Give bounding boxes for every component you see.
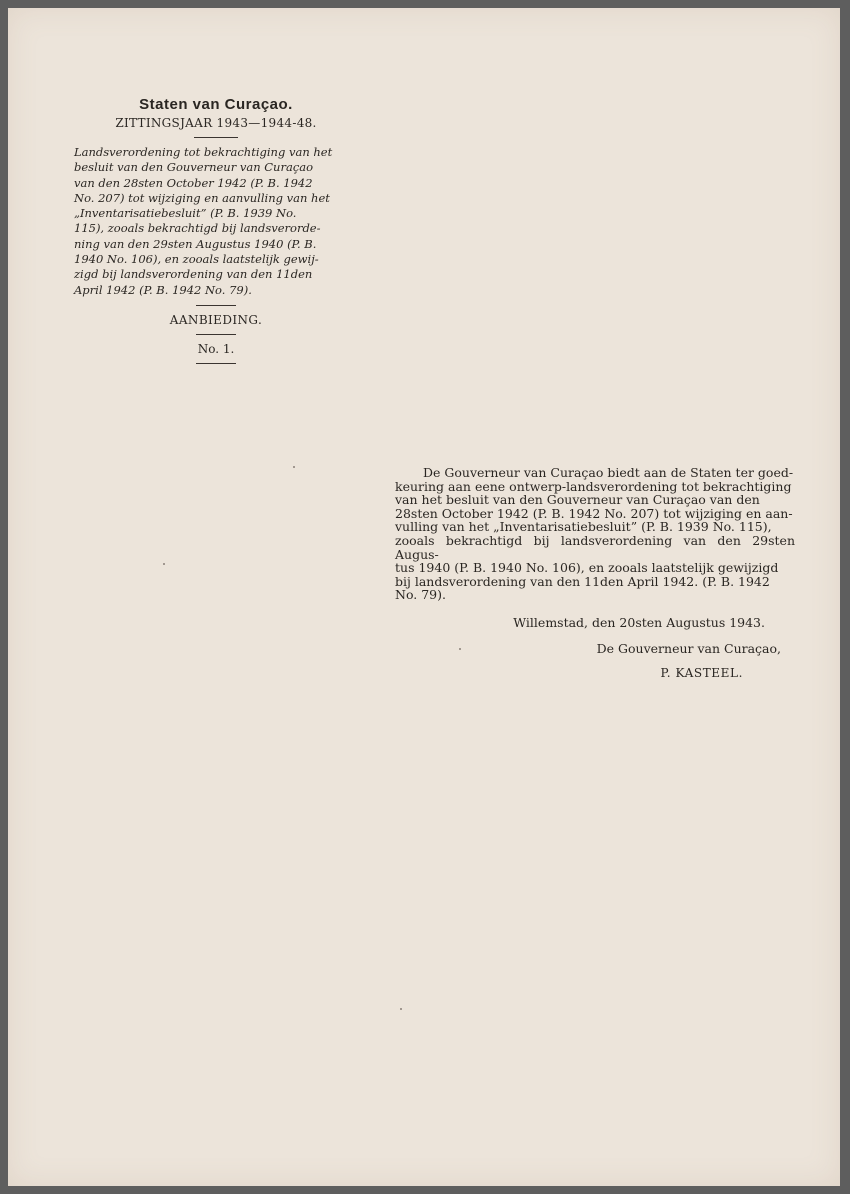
signer-title: De Gouverneur van Curaçao, [596,640,781,656]
subject-line: van den 28sten October 1942 (P. B. 1942 [74,175,313,190]
subject-line: besluit van den Gouverneur van Curaçao [74,160,314,175]
subject-line: April 1942 (P. B. 1942 No. 79). [74,282,252,297]
paper-speck [459,648,461,650]
subject-line: zigd bij landsverordening van den 11den [74,267,313,282]
subject-text [70,145,362,298]
body-block [395,466,795,681]
body-line: tus 1940 (P. B. 1940 No. 106), en zooals laatstelijk gewijzigd [395,560,779,576]
subject-line: ning van den 29sten Augustus 1940 (P. B. [74,236,317,251]
subject-line: 1940 No. 106), en zooals laatstelijk gewij- [74,252,319,267]
document-header-title: Staten van Curaçao. [139,96,293,113]
body-line: zooals bekrachtigd bij landsverordening van den 29sten Augus- [395,532,795,562]
body-line: De Gouverneur van Curaçao biedt aan de Staten ter goed- [423,465,794,480]
paper-speck [293,466,295,468]
paper-speck [163,563,165,565]
divider [196,305,236,306]
section-label: AANBIEDING. [169,312,263,327]
subject-line: 115), zooals bekrachtigd bij landsverorde- [74,221,321,236]
divider [196,363,236,364]
subject-line: No. 207) tot wijziging en aanvulling van het [74,190,330,205]
body-line: No. 79). [395,587,446,603]
session-year: ZITTINGSJAAR 1943—1944-48. [115,116,317,130]
body-paragraph [395,466,795,602]
subject-line: Landsverordening tot bekrachtiging van het [74,145,333,159]
place-date: Willemstad, den 20sten Augustus 1943. [513,614,765,630]
divider [194,137,238,138]
header-block [70,96,362,371]
body-line: bij landsverordening van den 11den April 1942. (P. B. 1942 [395,573,770,589]
body-line: 28sten October 1942 (P. B. 1942 No. 207) tot wijziging en aan- [395,505,793,521]
document-number: No. 1. [197,341,235,356]
signer-name: P. KASTEEL. [660,666,743,681]
body-line: keuring aan eene ontwerp-landsverordening tot bekrachtiging [395,478,792,494]
divider [196,334,236,335]
document-page [8,8,840,1186]
paper-speck [400,1008,402,1010]
subject-line: „Inventarisatiebesluit” (P. B. 1939 No. [74,206,297,221]
body-line: vulling van het „Inventarisatiebesluit” (P. B. 1939 No. 115), [395,519,772,535]
body-line: van het besluit van den Gouverneur van Curaçao van den [395,492,760,508]
